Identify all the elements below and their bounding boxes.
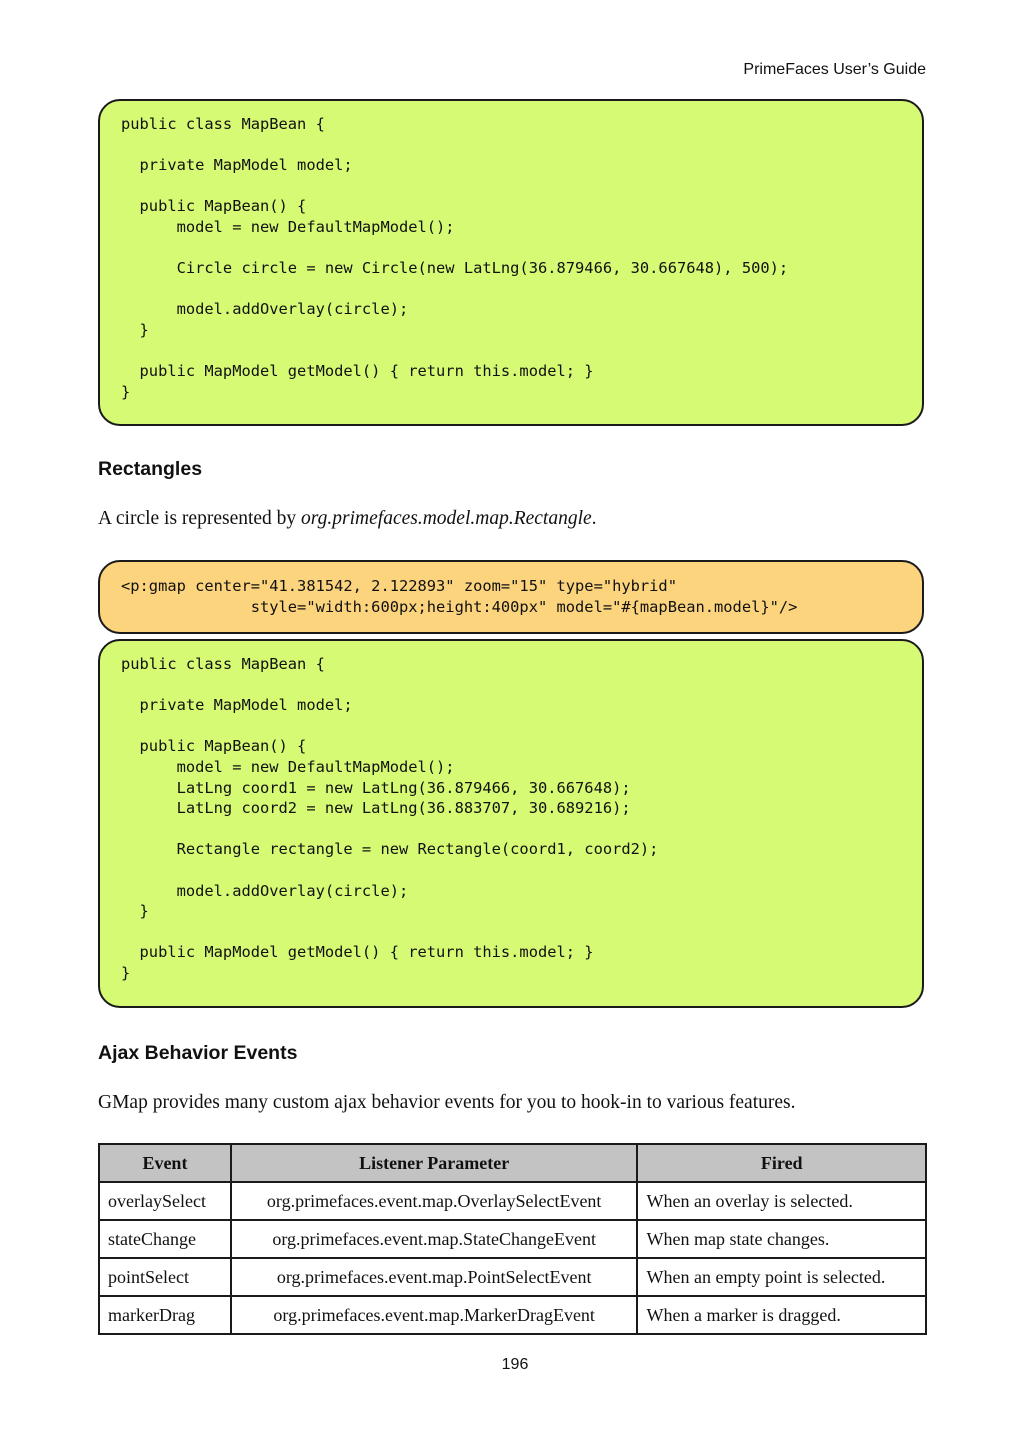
- event-cell: overlaySelect: [99, 1182, 231, 1220]
- running-header: PrimeFaces User’s Guide: [743, 61, 926, 78]
- page-number: 196: [501, 1356, 529, 1373]
- ajax-events-table: [98, 1143, 927, 1335]
- section-heading-ajax-events: Ajax Behavior Events: [98, 1042, 298, 1064]
- event-cell: stateChange: [99, 1220, 231, 1258]
- table-row: [99, 1296, 926, 1334]
- fired-cell: When an empty point is selected.: [637, 1258, 926, 1296]
- column-header-fired: Fired: [637, 1144, 926, 1182]
- listener-parameter-cell: org.primefaces.event.map.PointSelectEvent: [231, 1258, 638, 1296]
- description-text: A circle is represented by: [98, 508, 302, 529]
- class-name: org.primefaces.model.map.Rectangle: [301, 508, 592, 529]
- fired-cell: When map state changes.: [637, 1220, 926, 1258]
- listener-parameter-cell: org.primefaces.event.map.StateChangeEvent: [231, 1220, 638, 1258]
- fired-cell: When an overlay is selected.: [637, 1182, 926, 1220]
- code-block-circle-bean: [98, 99, 924, 426]
- event-cell: pointSelect: [99, 1258, 231, 1296]
- column-header-event: Event: [99, 1144, 231, 1182]
- table-row: [99, 1258, 926, 1296]
- ajax-description: GMap provides many custom ajax behavior events for you to hook-in to various features.: [98, 1092, 796, 1113]
- listener-parameter-cell: org.primefaces.event.map.MarkerDragEvent: [231, 1296, 638, 1334]
- listener-parameter-cell: org.primefaces.event.map.OverlaySelectEvent: [231, 1182, 638, 1220]
- code-text: public class MapBean { private MapModel model; public MapBean() { model = new DefaultMapModel(); Circle circle = new Circle(new LatLng(36.879466, 30.667648), 500); model.addOverlay(circle); } public MapModel getModel() { return this.model; } }: [121, 115, 789, 401]
- code-text: public class MapBean { private MapModel model; public MapBean() { model = new DefaultMapModel(); LatLng coord1 = new LatLng(36.879466, 30.667648); LatLng coord2 = new LatLng(36.883707, 30.689216); Rectangle rectangle = new Rectangle(coord1, coord2); model.addOverlay(circle); } public MapModel getModel() { return this.model; } }: [121, 655, 659, 982]
- rectangles-description: [98, 508, 597, 530]
- event-cell: markerDrag: [99, 1296, 231, 1334]
- column-header-listener-parameter: Listener Parameter: [231, 1144, 638, 1182]
- table-row: [99, 1182, 926, 1220]
- description-period: .: [591, 508, 597, 529]
- table-header-row: [99, 1144, 926, 1182]
- table-row: [99, 1220, 926, 1258]
- code-block-gmap-markup: [98, 560, 924, 634]
- code-text: <p:gmap center="41.381542, 2.122893" zoom="15" type="hybrid" style="width:600px;height:400px" model="#{mapBean.model}"/>: [121, 577, 798, 616]
- code-block-rectangle-bean: [98, 639, 924, 1008]
- fired-cell: When a marker is dragged.: [637, 1296, 926, 1334]
- section-heading-rectangles: Rectangles: [98, 458, 203, 480]
